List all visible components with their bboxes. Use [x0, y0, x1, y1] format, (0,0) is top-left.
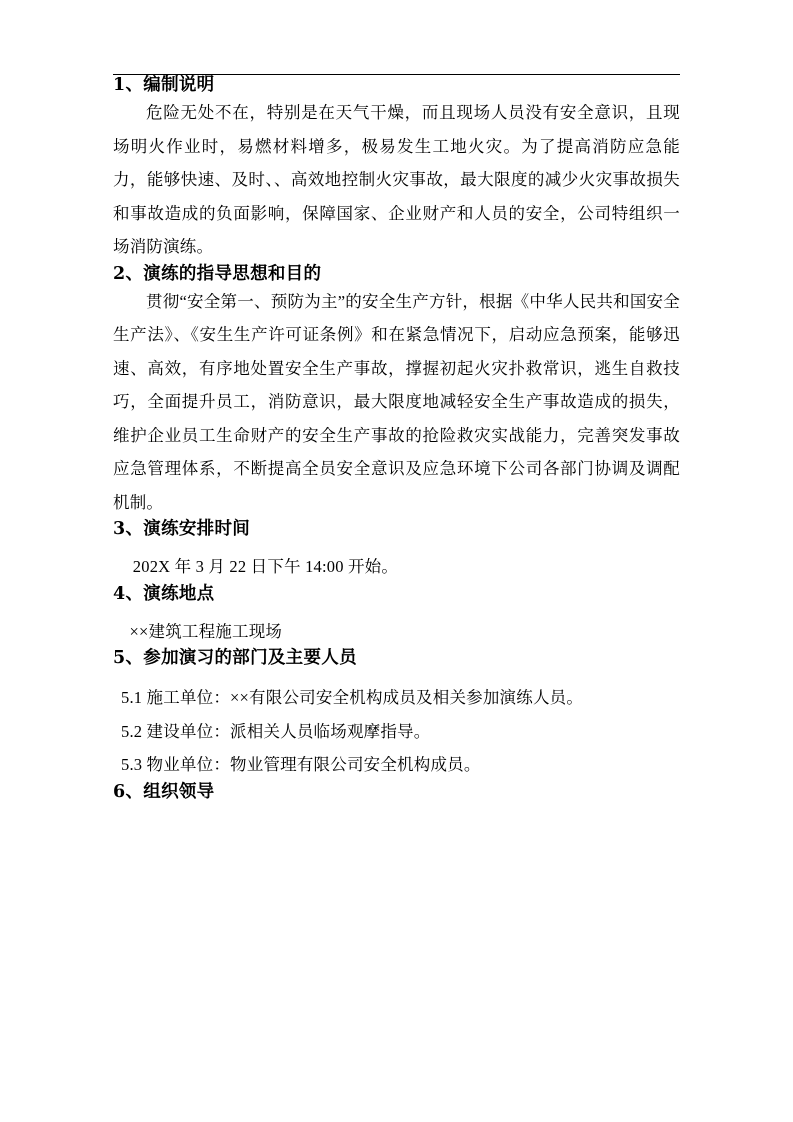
section-paragraph-3: 202X 年 3 月 22 日下午 14:00 开始。 [132, 557, 399, 576]
section-heading-3: 3、演练安排时间 [113, 519, 251, 539]
document-body [113, 0, 680, 803]
participant-list [113, 681, 680, 782]
section-heading-1: 1、编制说明 [113, 75, 215, 95]
list-item: 5.1 施工单位：××有限公司安全机构成员及相关参加演练人员。 [121, 688, 584, 707]
section-paragraph-1: 危险无处不在，特别是在天气干燥，而且现场人员没有安全意识，且现场明火作业时，易燃材料增多，极易发生工地火灾。为了提高消防应急能力，能够快速、及时、、高效地控制火灾事故，最大限度的减少火灾事故损失和事故造成的负面影响，保障国家、企业财产和人员的安全，公司特组织一场消防演练。 [113, 103, 680, 256]
section-paragraph-4: ××建筑工程施工现场 [129, 621, 283, 641]
section-heading-4: 4、演练地点 [113, 583, 215, 604]
section-paragraph-2: 贯彻“安全第一、预防为主”的安全生产方针，根据《中华人民共和国安全生产法》、《安生生产许可证条例》和在紧急情况下，启动应急预案，能够迅速、高效，有序地处置安全生产事故，撑握初起火灾扑救常识，逃生自救技巧，全面提升员工，消防意识，最大限度地减轻安全生产事故造成的损失，维护企业员工生命财产的安全生产事故的抢险救灾实战能力，完善突发事故应急管理体系，不断提高全员安全意识及应急环境下公司各部门协调及调配机制。 [113, 291, 680, 512]
section-heading-6: 6、组织领导 [113, 781, 215, 802]
list-item: 5.2 建设单位：派相关人员临场观摩指导。 [121, 721, 431, 741]
section-heading-2: 2、演练的指导思想和目的 [113, 263, 322, 284]
list-item: 5.3 物业单位：物业管理有限公司安全机构成员。 [121, 755, 481, 774]
section-heading-5: 5、参加演习的部门及主要人员 [113, 648, 357, 668]
